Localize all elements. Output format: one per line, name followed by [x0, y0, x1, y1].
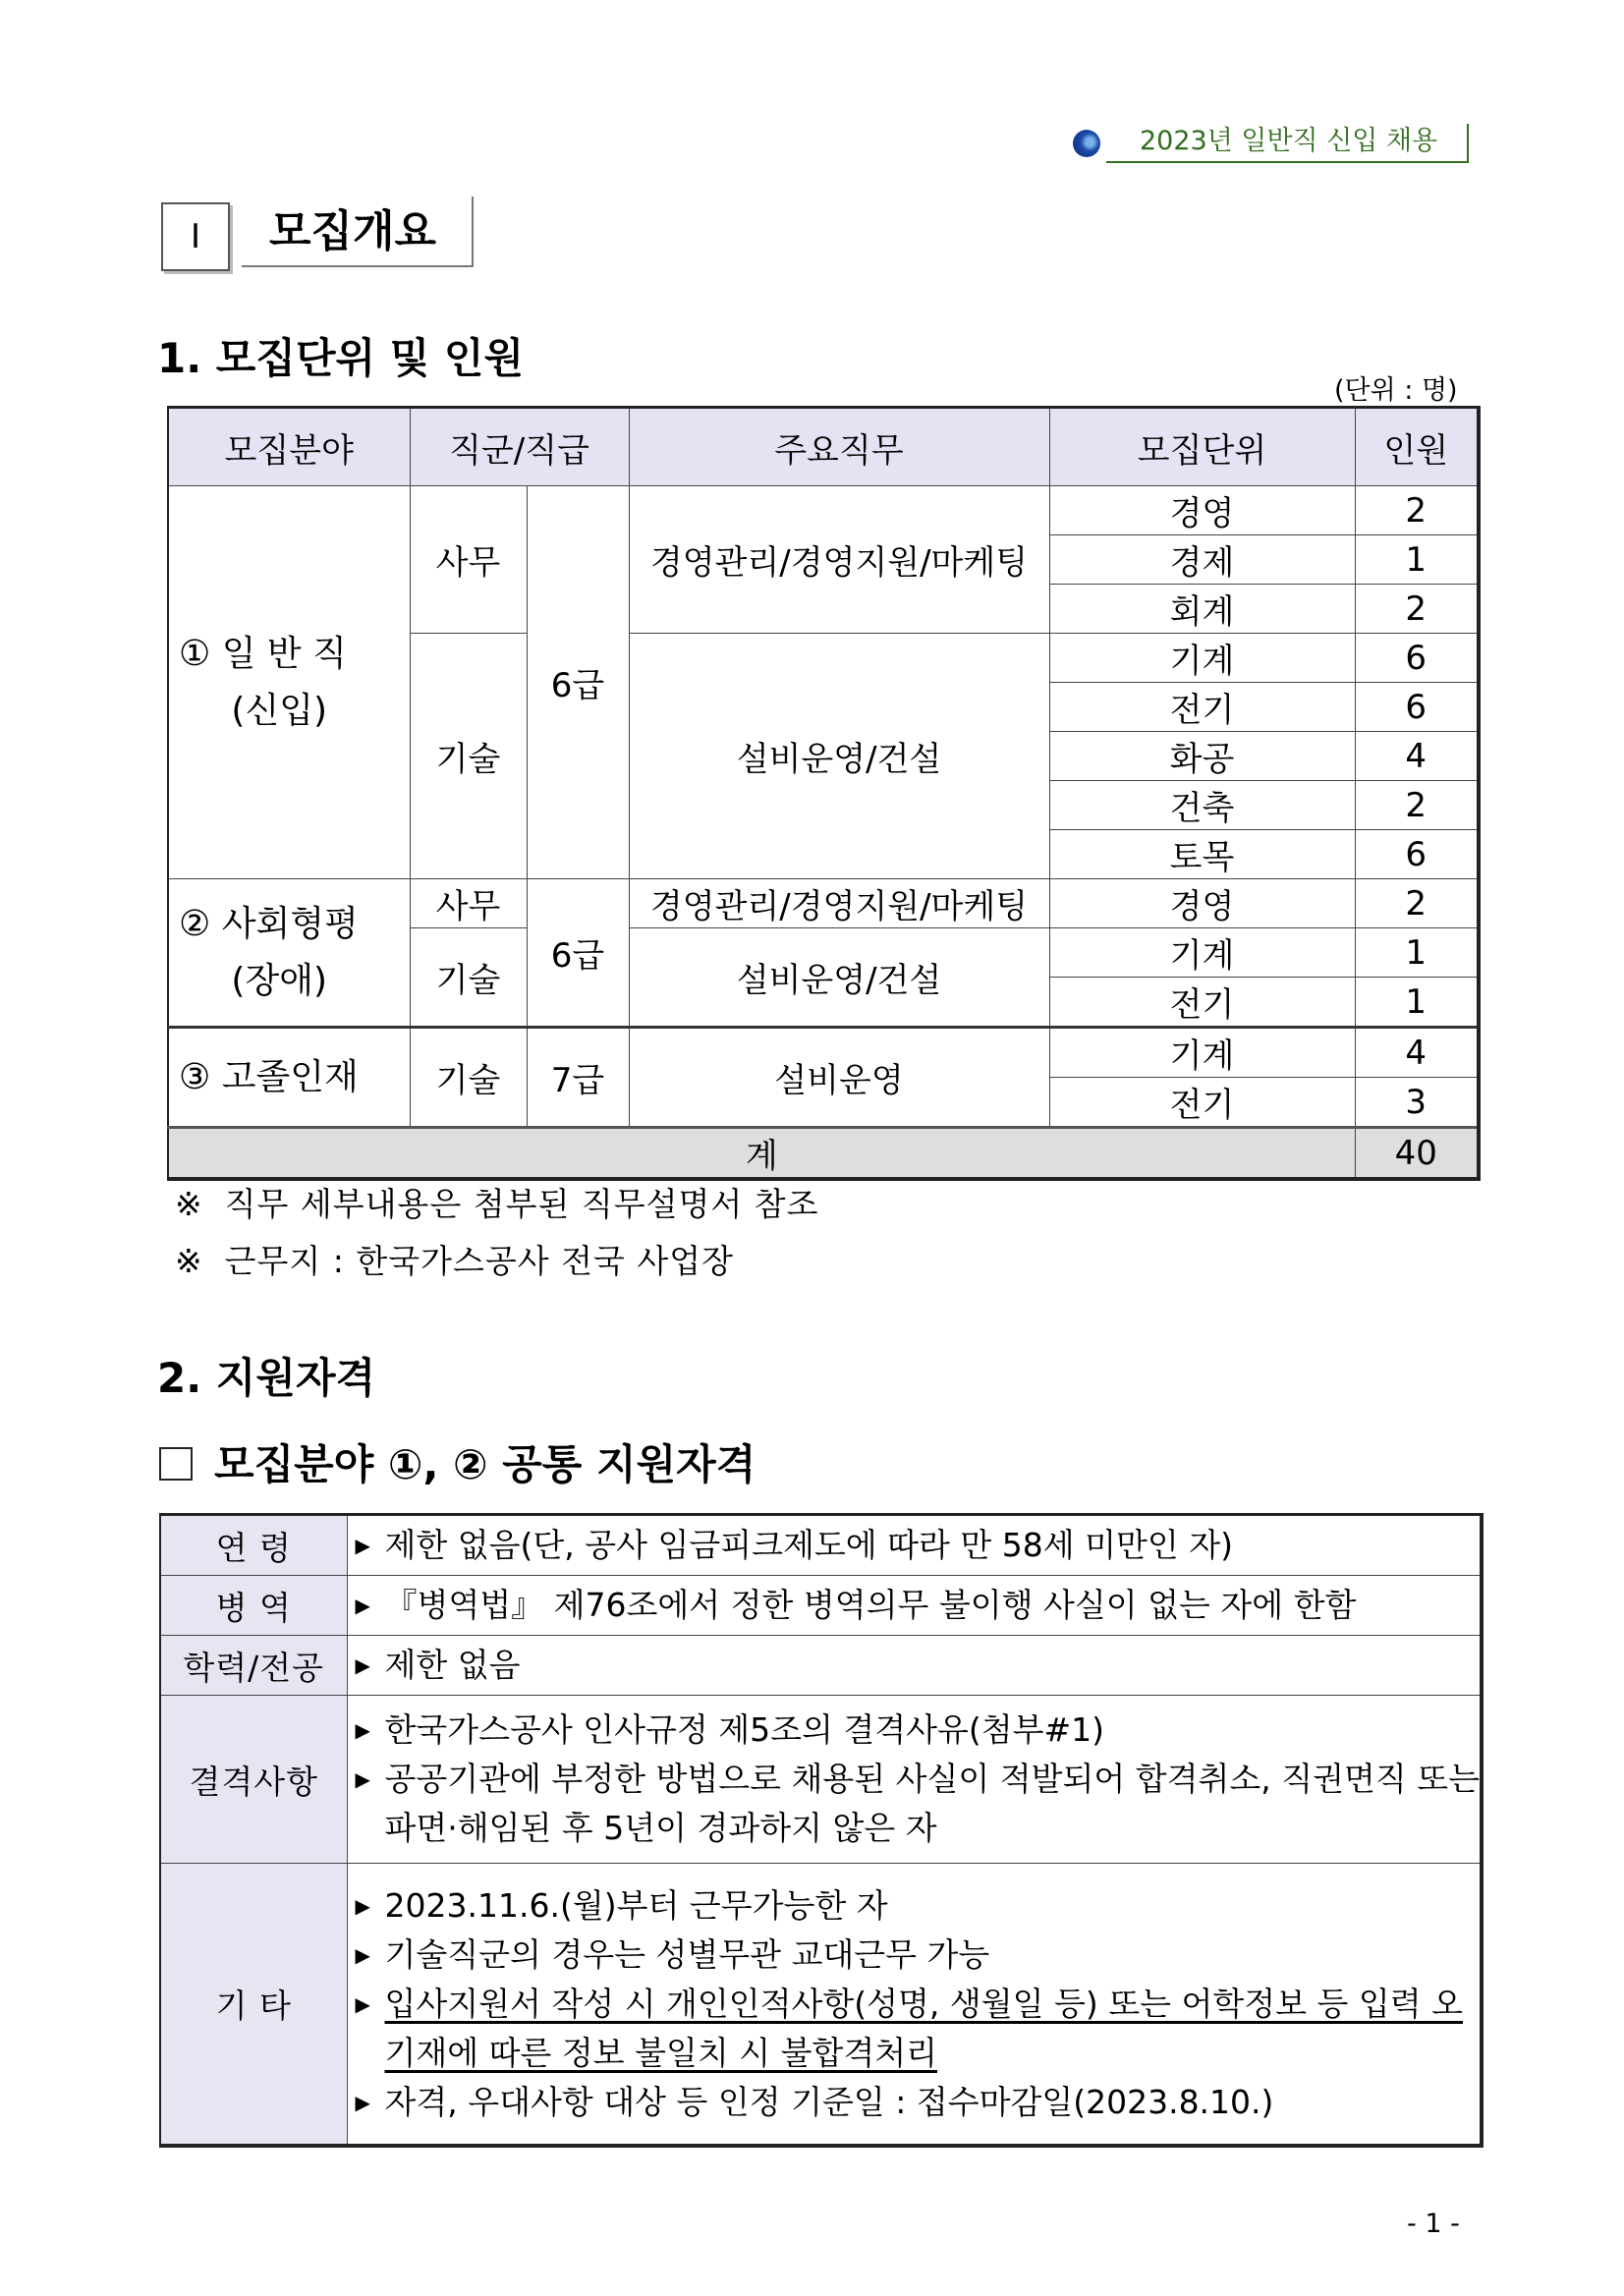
unit-cell: 기계	[1049, 1028, 1355, 1078]
qualification-table	[159, 1513, 1484, 2148]
row-label: 기 타	[160, 1864, 347, 2147]
col-header: 모집단위	[1049, 408, 1355, 486]
triangle-bullet-icon: ▶	[355, 1991, 370, 2016]
triangle-bullet-icon: ▶	[355, 1653, 370, 1677]
table-header-row	[168, 408, 1479, 486]
unit-cell: 화공	[1049, 732, 1355, 781]
checkbox-square-icon	[159, 1447, 193, 1481]
job-grade: 6급	[527, 486, 629, 879]
count-cell: 4	[1355, 1028, 1479, 1078]
table-row	[160, 1515, 1482, 1576]
section-number: Ⅰ	[161, 202, 230, 271]
job-family: 기술	[410, 928, 527, 1028]
note-line: ※ 직무 세부내용은 첨부된 직무설명서 참조	[175, 1185, 819, 1223]
list-item: ▶ 제한 없음	[356, 1641, 1481, 1690]
group-social-equity: ② 사회형평 (장애)	[168, 879, 410, 1028]
count-cell: 1	[1355, 928, 1479, 978]
header-tag	[1071, 124, 1469, 163]
qual-heading: 2. 지원자격	[157, 1354, 376, 1402]
list-item: ▶ 2023.11.6.(월)부터 근무가능한 자	[356, 1881, 1481, 1931]
table-row	[168, 486, 1479, 535]
row-label: 병 역	[160, 1576, 347, 1636]
group-high-school: ③ 고졸인재	[168, 1028, 410, 1128]
list-item: ▶ 입사지원서 작성 시 개인인적사항(성명, 생월일 등) 또는 어학정보 등 입력 오기재에 따른 정보 불일치 시 불합격처리	[356, 1980, 1481, 2078]
job-grade: 6급	[527, 879, 629, 1028]
triangle-bullet-icon: ▶	[355, 2090, 370, 2114]
group-general: ① 일 반 직 (신입)	[168, 486, 410, 879]
unit-cell: 건축	[1049, 781, 1355, 830]
list-item: ▶ 공공기관에 부정한 방법으로 채용된 사실이 적발되어 합격취소, 직권면직 또는 파면·해임된 후 5년이 경과하지 않은 자	[356, 1755, 1481, 1853]
job-family: 기술	[410, 634, 527, 879]
triangle-bullet-icon: ▶	[355, 1767, 370, 1791]
job-family: 사무	[410, 486, 527, 634]
list-item: ▶ 기술직군의 경우는 성별무관 교대근무 가능	[356, 1931, 1481, 1980]
unit-cell: 경제	[1049, 535, 1355, 585]
unit-cell: 회계	[1049, 585, 1355, 634]
unit-cell: 기계	[1049, 634, 1355, 683]
col-header: 모집분야	[168, 408, 410, 486]
table-row	[160, 1576, 1482, 1636]
unit-cell: 토목	[1049, 830, 1355, 879]
table-row	[160, 1696, 1482, 1864]
row-label: 연 령	[160, 1515, 347, 1576]
units-heading: 1. 모집단위 및 인원	[157, 334, 525, 382]
note-line: ※ 근무지 : 한국가스공사 전국 사업장	[175, 1242, 735, 1280]
count-cell: 2	[1355, 781, 1479, 830]
unit-cell: 경영	[1049, 879, 1355, 928]
col-header: 주요직무	[629, 408, 1049, 486]
triangle-bullet-icon: ▶	[355, 1534, 370, 1557]
job-family: 사무	[410, 879, 527, 928]
qual-subheading: 모집분야 ①, ② 공통 지원자격	[159, 1432, 756, 1491]
job-grade: 7급	[527, 1028, 629, 1128]
main-duty: 설비운영/건설	[629, 634, 1049, 879]
col-header: 직군/직급	[410, 408, 629, 486]
count-cell: 6	[1355, 683, 1479, 732]
triangle-bullet-icon: ▶	[355, 1893, 370, 1918]
count-cell: 4	[1355, 732, 1479, 781]
unit-cell: 경영	[1049, 486, 1355, 535]
header-tag-text: 2023년 일반직 신입 채용	[1140, 126, 1438, 156]
main-duty: 경영관리/경영지원/마케팅	[629, 486, 1049, 634]
row-label: 학력/전공	[160, 1636, 347, 1696]
main-duty: 설비운영/건설	[629, 928, 1049, 1028]
section-title: 모집개요	[242, 196, 474, 267]
table-row	[160, 1636, 1482, 1696]
main-duty: 경영관리/경영지원/마케팅	[629, 879, 1049, 928]
count-cell: 2	[1355, 486, 1479, 535]
row-label: 결격사항	[160, 1696, 347, 1864]
total-label: 계	[168, 1128, 1355, 1180]
unit-cell: 전기	[1049, 1078, 1355, 1128]
count-cell: 1	[1355, 978, 1479, 1028]
count-cell: 6	[1355, 830, 1479, 879]
main-duty: 설비운영	[629, 1028, 1049, 1128]
triangle-bullet-icon: ▶	[355, 1942, 370, 1967]
list-item: ▶ 제한 없음(단, 공사 임금피크제도에 따라 만 58세 미만인 자)	[356, 1521, 1481, 1570]
count-cell: 6	[1355, 634, 1479, 683]
count-cell: 2	[1355, 879, 1479, 928]
unit-cell: 기계	[1049, 928, 1355, 978]
total-row	[168, 1128, 1479, 1180]
total-count: 40	[1355, 1128, 1479, 1180]
count-cell: 2	[1355, 585, 1479, 634]
table-row	[168, 879, 1479, 928]
list-item: ▶ 『병역법』 제76조에서 정한 병역의무 불이행 사실이 없는 자에 한함	[356, 1581, 1481, 1630]
unit-note: (단위 : 명)	[1334, 375, 1458, 406]
triangle-bullet-icon: ▶	[355, 1718, 370, 1742]
count-cell: 1	[1355, 535, 1479, 585]
job-family: 기술	[410, 1028, 527, 1128]
list-item: ▶ 한국가스공사 인사규정 제5조의 결격사유(첨부#1)	[356, 1706, 1481, 1755]
count-cell: 3	[1355, 1078, 1479, 1128]
triangle-bullet-icon: ▶	[355, 1594, 370, 1617]
col-header: 인원	[1355, 408, 1479, 486]
recruitment-table	[167, 406, 1481, 1181]
table-row	[160, 1864, 1482, 2147]
page-number: - 1 -	[1407, 2209, 1460, 2239]
table-row	[168, 1028, 1479, 1078]
unit-cell: 전기	[1049, 683, 1355, 732]
list-item: ▶ 자격, 우대사항 대상 등 인정 기준일 : 접수마감일(2023.8.10.)	[356, 2078, 1481, 2127]
globe-bullet-icon	[1073, 130, 1100, 157]
unit-cell: 전기	[1049, 978, 1355, 1028]
